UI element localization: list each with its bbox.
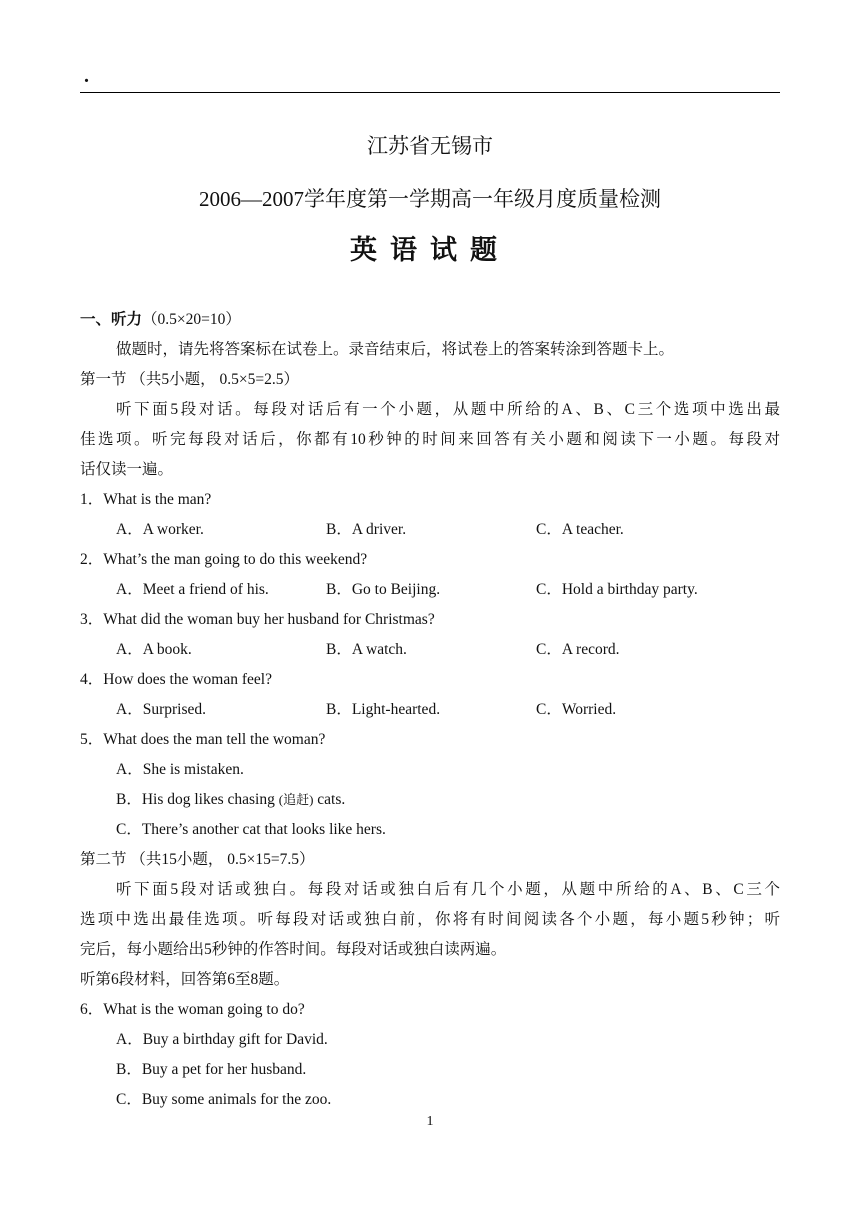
question-5-option-c: C．There’s another cat that looks like hers. (116, 821, 386, 838)
section1-heading: 第一节 （共5小题， 0.5×5=2.5） (80, 371, 299, 388)
question-4-option-c: C．Worried. (536, 701, 617, 718)
question-2-option-a: A．Meet a friend of his. (116, 581, 269, 598)
section1-instruction-1: 听下面5段对话。每段对话后有一个小题，从题中所给的A、B、C三个选项中选出最 (116, 401, 780, 418)
question-6-stem: 6．What is the woman going to do? (80, 1001, 305, 1018)
question-6-option-c: C．Buy some animals for the zoo. (116, 1091, 332, 1108)
question-5-option-b-end: cats. (313, 791, 346, 808)
exam-term-title: 2006—2007学年度第一学期高一年级月度质量检测 (199, 187, 661, 211)
question-1-option-c: C．A teacher. (536, 521, 624, 538)
question-6-option-b: B．Buy a pet for her husband. (116, 1061, 307, 1078)
section1-instruction-2: 佳选项。听完每段对话后，你都有10秒钟的时间来回答有关小题和阅读下一小题。每段对 (80, 431, 780, 448)
question-5-option-b (116, 785, 345, 815)
question-5-option-a: A．She is mistaken. (116, 761, 244, 778)
question-2-option-c: C．Hold a birthday party. (536, 581, 698, 598)
vocab-note: (追赶) (278, 792, 314, 807)
section2-instruction-1: 听下面5段对话或独白。每段对话或独白后有几个小题，从题中所给的A、B、C三个 (116, 881, 780, 898)
part1-heading: 一、听力 (80, 311, 143, 328)
header-rule (80, 92, 780, 93)
question-3-option-a: A．A book. (116, 641, 192, 658)
section2-instruction-3: 完后，每小题给出5秒钟的作答时间。每段对话或独白读两遍。 (80, 941, 507, 958)
question-5-stem: 5．What does the man tell the woman? (80, 731, 326, 748)
part1-heading-line (80, 305, 780, 335)
exam-subject-title: 英语试题 (350, 235, 510, 265)
question-5-option-b-text: B．His dog likes chasing (116, 791, 279, 808)
section2-instruction-2: 选项中选出最佳选项。听每段对话或独白前，你将有时间阅读各个小题，每小题5秒钟；听 (80, 911, 780, 928)
question-3-stem: 3．What did the woman buy her husband for Christmas? (80, 611, 435, 628)
question-4-stem: 4．How does the woman feel? (80, 671, 272, 688)
part1-score: （0.5×20=10） (142, 311, 241, 328)
page-number: 1 (426, 1114, 434, 1129)
question-4-option-b: B．Light-hearted. (326, 701, 441, 718)
section1-instruction-3: 话仅读一遍。 (80, 461, 174, 478)
question-6-option-a: A．Buy a birthday gift for David. (116, 1031, 328, 1048)
part1-instruction: 做题时，请先将答案标在试卷上。录音结束后，将试卷上的答案转涂到答题卡上。 (116, 341, 675, 358)
question-1-option-a: A．A worker. (116, 521, 204, 538)
question-4-option-a: A．Surprised. (116, 701, 206, 718)
exam-region-title: 江苏省无锡市 (367, 134, 493, 158)
question-3-option-c: C．A record. (536, 641, 620, 658)
question-2-option-b: B．Go to Beijing. (326, 581, 441, 598)
question-1-option-b: B．A driver. (326, 521, 407, 538)
header-mark: . (84, 65, 89, 87)
section2-heading: 第二节 （共15小题， 0.5×15=7.5） (80, 851, 315, 868)
section2-material-note: 听第6段材料，回答第6至8题。 (80, 971, 290, 988)
question-3-option-b: B．A watch. (326, 641, 407, 658)
question-1-stem: 1．What is the man? (80, 491, 212, 508)
question-2-stem: 2．What’s the man going to do this weekend? (80, 551, 368, 568)
